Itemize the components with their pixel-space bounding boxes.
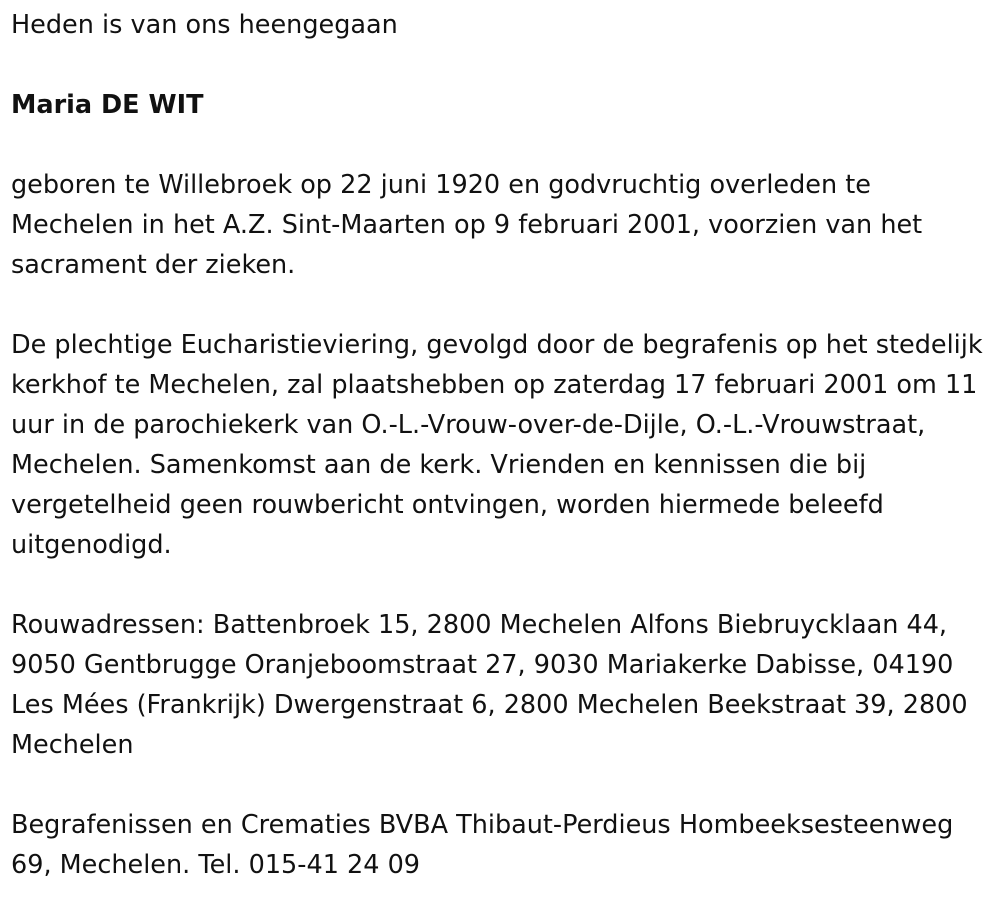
addresses-paragraph: Rouwadressen: Battenbroek 15, 2800 Mechelen Alfons Biebruycklaan 44, 9050 Gentbrugge Oranjeboomstraat 27, 9030 Mariakerke Dabisse, 04190 Les Mées (Frankrijk) Dwergenstraat 6, 2800 Mechelen Beekstraat 39, 2800 Mechelen	[11, 610, 968, 760]
intro-line: Heden is van ons heengegaan	[11, 10, 398, 40]
deceased-name: Maria DE WIT	[11, 90, 204, 120]
birth-death-paragraph: geboren te Willebroek op 22 juni 1920 en godvruchtig overleden te Mechelen in het A.Z. Sint-Maarten op 9 februari 2001, voorzien van het sacrament der zieken.	[11, 170, 923, 280]
ceremony-paragraph: De plechtige Eucharistieviering, gevolgd door de begrafenis op het stedelijk kerkhof te Mechelen, zal plaatshebben op zaterdag 17 februari 2001 om 11 uur in de parochiekerk van O.-L.-Vrouw-over-de-Dijle, O.-L.-Vrouwstraat, Mechelen. Samenkomst aan de kerk. Vrienden en kennissen die bij vergetelheid geen rouwbericht ontvingen, worden hiermede beleefd uitgenodigd.	[11, 330, 983, 560]
death-notice	[11, 5, 996, 885]
funeral-home-paragraph: Begrafenissen en Crematies BVBA Thibaut-Perdieus Hombeeksesteenweg 69, Mechelen. Tel. 015-41 24 09	[11, 810, 954, 880]
